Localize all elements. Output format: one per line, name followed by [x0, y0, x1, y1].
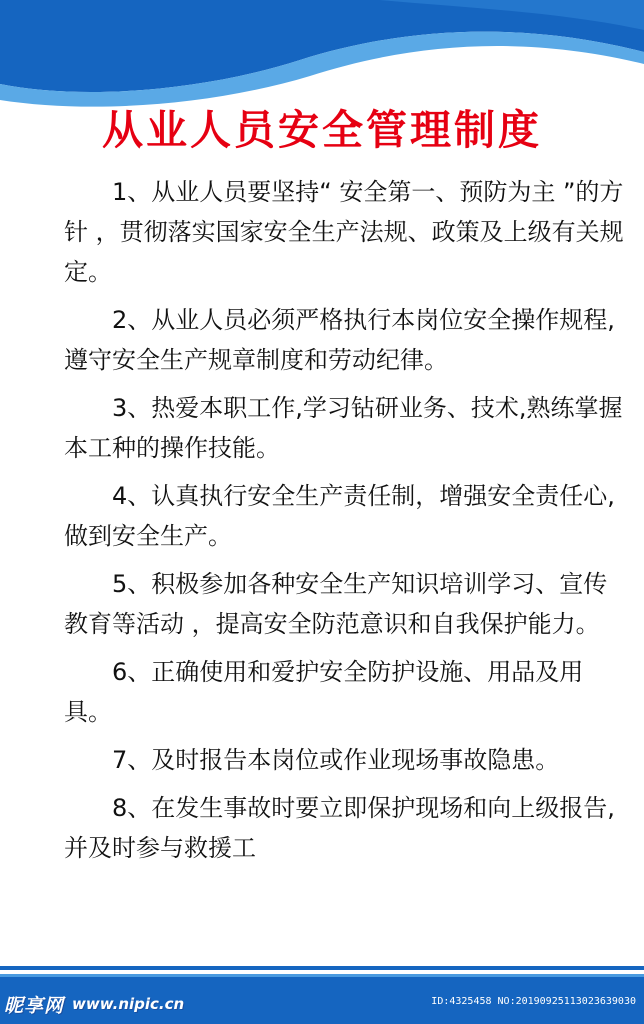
rule-item: 1、从业人员要坚持“ 安全第一、预防为主 ”的方针 ，贯彻落实国家安全生产法规、政策及上级有关规定。: [64, 178, 624, 286]
rules-list: [64, 172, 624, 876]
rule-item: 8、在发生事故时要立即保护现场和向上级报告,并及时参与救援工: [64, 794, 615, 862]
rule-item: 4、认真执行安全生产责任制，增强安全责任心,做到安全生产。: [64, 482, 615, 550]
rule-item: 7、及时报告本岗位或作业现场事故隐患。: [112, 746, 560, 774]
watermark-site: www.nipic.cn: [72, 995, 185, 1013]
watermark-logo-text: 昵享网: [4, 994, 65, 1017]
watermark-id: ID:4325458 NO:20190925113023639030: [431, 996, 636, 1007]
rule-item: 5、积极参加各种安全生产知识培训学习、宣传教育等活动 ，提高安全防范意识和自我保护能力。: [64, 570, 608, 638]
rule-item: 2、从业人员必须严格执行本岗位安全操作规程,遵守安全生产规章制度和劳动纪律。: [64, 306, 615, 374]
poster-title: 从业人员安全管理制度: [102, 106, 542, 154]
watermark-logo: [4, 989, 184, 1019]
rule-item: 6、正确使用和爱护安全防护设施、用品及用具。: [64, 658, 584, 726]
rule-item: 3、热爱本职工作,学习钻研业务、技术,熟练掌握本工种的操作技能。: [64, 394, 623, 462]
